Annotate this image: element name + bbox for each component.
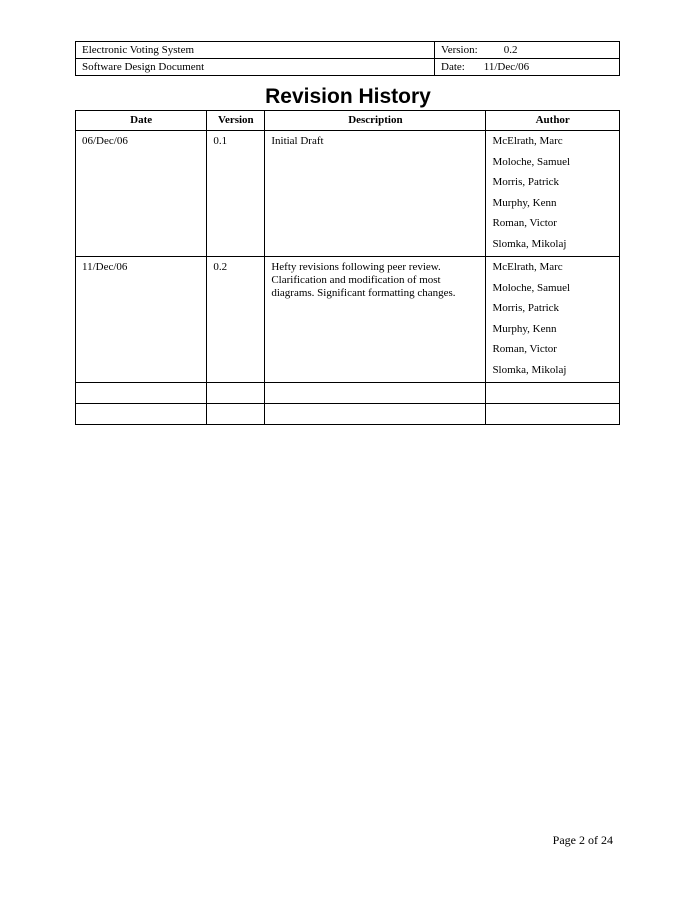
table-row (76, 257, 620, 383)
date-label: Date: (441, 61, 465, 73)
author: Slomka, Mikolaj (492, 237, 567, 250)
version-value: 0.2 (503, 44, 518, 56)
project-name: Electronic Voting System (76, 42, 435, 59)
row-authors (486, 131, 620, 257)
revision-history-table (75, 110, 620, 425)
row-date: 06/Dec/06 (76, 131, 207, 257)
author: Slomka, Mikolaj (492, 363, 567, 376)
empty-row (76, 383, 620, 404)
column-header-description: Description (265, 111, 486, 131)
author: Roman, Victor (492, 343, 557, 355)
version-cell (435, 42, 620, 59)
page-title: Revision History (265, 85, 431, 108)
document-name: Software Design Document (76, 59, 435, 76)
date-value: 11/Dec/06 (483, 61, 530, 73)
author: McElrath, Marc (492, 261, 563, 273)
author: Moloche, Samuel (492, 281, 571, 294)
table-row (76, 131, 620, 257)
row-authors (486, 257, 620, 383)
author: Murphy, Kenn (492, 322, 557, 335)
column-header-date: Date (76, 111, 207, 131)
author: McElrath, Marc (492, 135, 563, 147)
author: Morris, Patrick (492, 302, 560, 314)
author: Morris, Patrick (492, 176, 560, 188)
document-header-table (75, 41, 620, 76)
column-header-version: Version (207, 111, 265, 131)
version-label: Version: (441, 44, 478, 56)
author: Murphy, Kenn (492, 196, 557, 209)
empty-row (76, 404, 620, 425)
row-version: 0.1 (207, 131, 265, 257)
author: Roman, Victor (492, 217, 557, 229)
row-version: 0.2 (207, 257, 265, 383)
column-header-author: Author (486, 111, 620, 131)
row-description: Initial Draft (265, 131, 486, 257)
row-description: Hefty revisions following peer review. Clarification and modification of most diagrams. Significant formatting changes. (265, 257, 486, 383)
author: Moloche, Samuel (492, 155, 571, 168)
table-header-row (76, 111, 620, 131)
page-number: Page 2 of 24 (552, 833, 613, 847)
date-cell (435, 59, 620, 76)
row-date: 11/Dec/06 (76, 257, 207, 383)
